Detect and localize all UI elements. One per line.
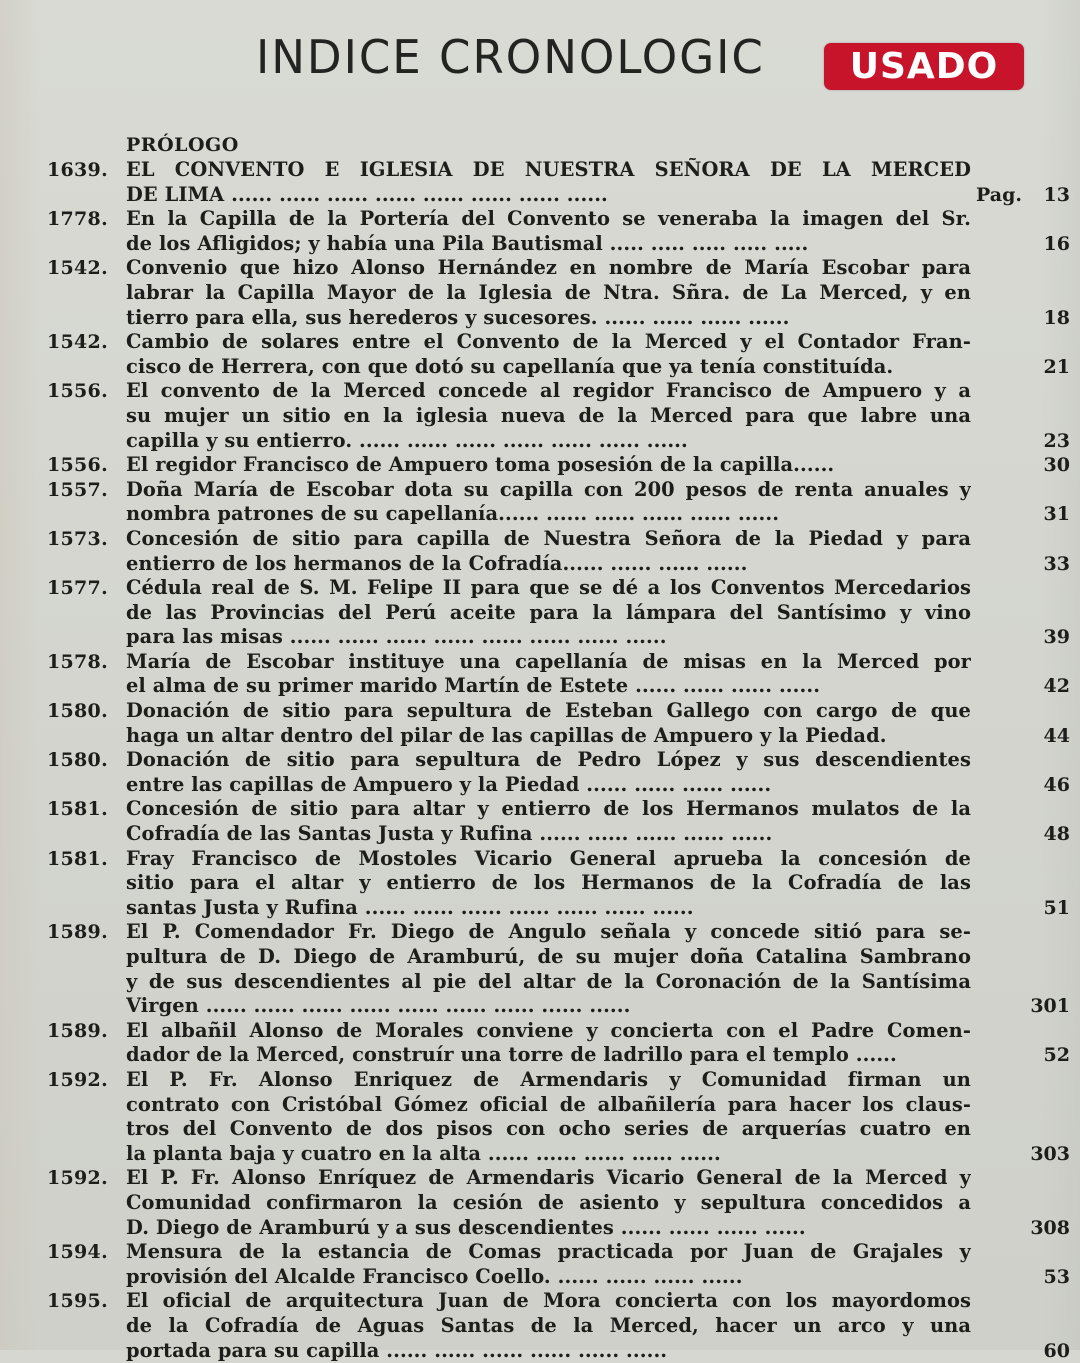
entry-text-line: En la Capilla de la Portería del Convento se veneraba la imagen del Sr. [126,207,971,232]
entry-text-line: Concesión de sitio para altar y entierro de los Hermanos mulatos de la [126,797,971,822]
entry-text-line: nombra patrones de su capellanía...... ...... ...... ...... ...... ...... [126,502,971,527]
entry-text-line: de los Afligidos; y había una Pila Bautismal ..... ..... ..... ..... ..... [126,232,971,257]
entry-page-number: 60 [1044,1339,1070,1363]
index-entry [0,330,1080,379]
entry-page-number: 44 [1044,724,1070,749]
index-entry [0,576,1080,650]
entry-page-number: 308 [1030,1216,1070,1241]
index-entry [0,650,1080,699]
index-entry [0,453,1080,478]
entry-text-line: El regidor Francisco de Ampuero toma posesión de la capilla...... [126,453,971,478]
index-entry [0,1240,1080,1289]
entry-text-line: El oficial de arquitectura Juan de Mora concierta con los mayordomos [126,1289,971,1314]
entry-year: 1577. [47,576,108,601]
entry-text-line: El albañil Alonso de Morales conviene y concierta con el Padre Comen- [126,1019,971,1044]
entry-text-line: provisión del Alcalde Francisco Coello. ...... ...... ...... ...... [126,1265,971,1290]
index-entry [0,797,1080,846]
entry-text-line: haga un altar dentro del pilar de las capillas de Ampuero y la Piedad. [126,724,971,749]
index-entry [0,699,1080,748]
entry-year: 1578. [47,650,108,675]
entry-text-line: Fray Francisco de Mostoles Vicario General aprueba la concesión de [126,847,971,872]
entry-text-line: para las misas ...... ...... ...... ...... ...... ...... ...... ...... [126,625,971,650]
entry-page-number: 51 [1044,896,1070,921]
entry-year: 1592. [47,1166,108,1191]
entry-page-number: 46 [1044,773,1070,798]
entry-text-line: Comunidad confirmaron la cesión de asiento y sepultura concedidos a [126,1191,971,1216]
entry-year: 1573. [47,527,108,552]
entry-text-line: Cédula real de S. M. Felipe II para que se dé a los Conventos Mercedarios [126,576,971,601]
entry-text-line: de la Cofradía de Aguas Santas de la Merced, hacer un arco y una [126,1314,971,1339]
entry-text-line: dador de la Merced, construír una torre de ladrillo para el templo ...... [126,1043,971,1068]
entry-page-number: 16 [1044,232,1070,257]
entry-page-number: 42 [1044,674,1070,699]
chronological-index-list [0,158,1080,1363]
entry-text-line: la planta baja y cuatro en la alta ...... ...... ...... ...... ...... [126,1142,971,1167]
entry-text-line: Doña María de Escobar dota su capilla con 200 pesos de renta anuales y [126,478,971,503]
entry-text-line: D. Diego de Aramburú y a sus descendientes ...... ...... ...... ...... [126,1216,971,1241]
entry-year: 1556. [47,453,108,478]
entry-text-line: portada para su capilla ...... ...... ...... ...... ...... ...... [126,1339,971,1363]
index-entry [0,1289,1080,1363]
index-entry [0,379,1080,453]
entry-page-number: 52 [1044,1043,1070,1068]
entry-text-line: tierro para ella, sus herederos y sucesores. ...... ...... ...... ...... [126,306,971,331]
entry-year: 1778. [47,207,108,232]
index-entry [0,256,1080,330]
entry-text-line: Cofradía de las Santas Justa y Rufina ...... ...... ...... ...... ...... [126,822,971,847]
entry-page-number: 303 [1030,1142,1070,1167]
entry-page-number: 13 [1044,183,1070,208]
entry-text-line: Convenio que hizo Alonso Hernández en nombre de María Escobar para [126,256,971,281]
entry-text-line: labrar la Capilla Mayor de la Iglesia de Ntra. Sñra. de La Merced, y en [126,281,971,306]
entry-year: 1542. [47,256,108,281]
entry-text-line: Donación de sitio para sepultura de Pedro López y sus descendientes [126,748,971,773]
used-badge: USADO [824,43,1024,90]
section-label-prologo: PRÓLOGO [126,134,239,156]
entry-text-line: contrato con Cristóbal Gómez oficial de albañilería para hacer los claus- [126,1093,971,1118]
entry-text-line: tros del Convento de dos pisos con ocho series de arquerías cuatro en [126,1117,971,1142]
index-entry [0,748,1080,797]
entry-page-number: 53 [1044,1265,1070,1290]
entry-year: 1589. [47,920,108,945]
entry-text-line: El P. Comendador Fr. Diego de Angulo señala y concede sitió para se- [126,920,971,945]
entry-year: 1639. [47,158,108,183]
entry-text-line: pultura de D. Diego de Aramburú, de su mujer doña Catalina Sambrano [126,945,971,970]
entry-text-line: DE LIMA ...... ...... ...... ...... ...... ...... ...... ...... [126,183,971,208]
entry-text-line: entierro de los hermanos de la Cofradía...... ...... ...... ...... [126,552,971,577]
entry-year: 1581. [47,797,108,822]
entry-text-line: entre las capillas de Ampuero y la Piedad ...... ...... ...... ...... [126,773,971,798]
entry-page-number: 30 [1044,453,1070,478]
entry-year: 1589. [47,1019,108,1044]
index-entry [0,847,1080,921]
entry-text-line: El convento de la Merced concede al regidor Francisco de Ampuero y a [126,379,971,404]
entry-text-line: Virgen ...... ...... ...... ...... ...... ...... ...... ...... ...... [126,994,971,1019]
page-title: INDICE CRONOLOGIC [256,30,765,84]
entry-page-number: 48 [1044,822,1070,847]
index-entry [0,920,1080,1018]
page-label: Pag. [976,183,1022,208]
entry-text-line: santas Justa y Rufina ...... ...... ...... ...... ...... ...... ...... [126,896,971,921]
entry-year: 1542. [47,330,108,355]
entry-page-number: 18 [1044,306,1070,331]
index-entry [0,158,1080,207]
entry-page-number: 33 [1044,552,1070,577]
index-entry [0,527,1080,576]
entry-page-number: 21 [1044,355,1070,380]
entry-text-line: EL CONVENTO E IGLESIA DE NUESTRA SEÑORA DE LA MERCED [126,158,971,183]
entry-page-number: 31 [1044,502,1070,527]
entry-text-line: su mujer un sitio en la iglesia nueva de la Merced para que labre una [126,404,971,429]
entry-text-line: de las Provincias del Perú aceite para la lámpara del Santísimo y vino [126,601,971,626]
entry-text-line: sitio para el altar y entierro de los Hermanos de la Cofradía de las [126,871,971,896]
entry-year: 1581. [47,847,108,872]
entry-text-line: y de sus descendientes al pie del altar de la Coronación de la Santísima [126,970,971,995]
entry-text-line: María de Escobar instituye una capellanía de misas en la Merced por [126,650,971,675]
entry-page-number: 39 [1044,625,1070,650]
index-entry [0,1068,1080,1166]
entry-year: 1592. [47,1068,108,1093]
entry-text-line: Mensura de la estancia de Comas practicada por Juan de Grajales y [126,1240,971,1265]
entry-text-line: El P. Fr. Alonso Enríquez de Armendaris Vicario General de la Merced y [126,1166,971,1191]
entry-text-line: capilla y su entierro. ...... ...... ...... ...... ...... ...... ...... [126,429,971,454]
entry-year: 1595. [47,1289,108,1314]
entry-year: 1557. [47,478,108,503]
entry-year: 1556. [47,379,108,404]
entry-page-number: 23 [1044,429,1070,454]
index-entry [0,207,1080,256]
entry-text-line: El P. Fr. Alonso Enriquez de Armendaris y Comunidad firman un [126,1068,971,1093]
index-entry [0,1019,1080,1068]
entry-year: 1580. [47,699,108,724]
entry-year: 1594. [47,1240,108,1265]
entry-page-number: 301 [1030,994,1070,1019]
entry-year: 1580. [47,748,108,773]
entry-text-line: el alma de su primer marido Martín de Estete ...... ...... ...... ...... [126,674,971,699]
index-entry [0,478,1080,527]
index-entry [0,1166,1080,1240]
entry-text-line: Donación de sitio para sepultura de Esteban Gallego con cargo de que [126,699,971,724]
entry-text-line: Concesión de sitio para capilla de Nuestra Señora de la Piedad y para [126,527,971,552]
entry-text-line: Cambio de solares entre el Convento de la Merced y el Contador Fran- [126,330,971,355]
entry-text-line: cisco de Herrera, con que dotó su capellanía que ya tenía constituída. [126,355,971,380]
